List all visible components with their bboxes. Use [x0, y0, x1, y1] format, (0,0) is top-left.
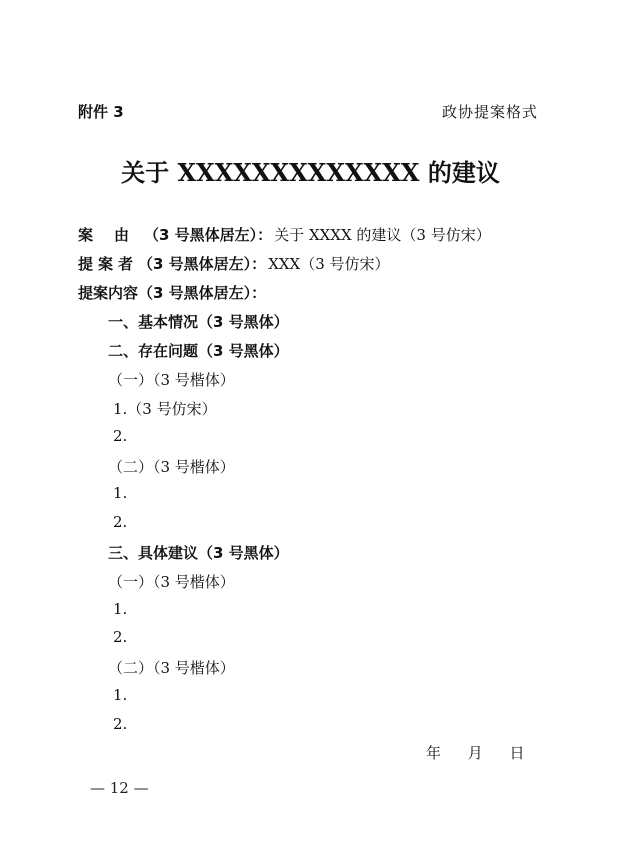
date-line: 年 月 日	[426, 744, 526, 762]
reason-value: 关于 XXXX 的建议（3 号仿宋）	[274, 226, 491, 244]
proposer-value: XXX（3 号仿宋）	[268, 255, 390, 273]
outline-item: 2.	[113, 513, 128, 531]
proposer-label: 提案者	[78, 255, 139, 273]
outline-item: （一）（3 号楷体）	[108, 371, 235, 389]
outline-item: （二）（3 号楷体）	[108, 458, 235, 476]
outline-item: 2.	[113, 427, 128, 445]
outline-item: 二、存在问题（3 号黑体）	[108, 342, 289, 360]
reason-field	[78, 224, 491, 245]
page-number: — 12 —	[90, 779, 149, 797]
reason-label-char1: 案	[78, 226, 94, 244]
reason-label	[78, 224, 144, 245]
attachment-label: 附件 3	[78, 103, 124, 121]
outline-item: 1.	[113, 686, 128, 704]
outline-item: 三、具体建议（3 号黑体）	[108, 544, 289, 562]
outline-item: 2.	[113, 628, 128, 646]
content-note: （3 号黑体居左）：	[138, 284, 267, 302]
content-field	[78, 282, 266, 303]
outline-item: （一）（3 号楷体）	[108, 573, 235, 591]
outline-item: 1.（3 号仿宋）	[113, 400, 217, 418]
content-label: 提案内容	[78, 284, 139, 302]
format-name: 政协提案格式	[441, 103, 538, 121]
reason-label-char2: 由	[114, 226, 130, 244]
proposer-field	[78, 253, 390, 274]
reason-note: （3 号黑体居左）：	[144, 226, 273, 244]
document-title: 关于 XXXXXXXXXXXXX 的建议	[121, 158, 500, 187]
outline-item: 2.	[113, 715, 128, 733]
outline-item: （二）（3 号楷体）	[108, 659, 235, 677]
outline-item: 1.	[113, 600, 128, 618]
outline-item: 1.	[113, 484, 128, 502]
proposer-note: （3 号黑体居左）：	[138, 255, 267, 273]
outline-item: 一、基本情况（3 号黑体）	[108, 313, 289, 331]
